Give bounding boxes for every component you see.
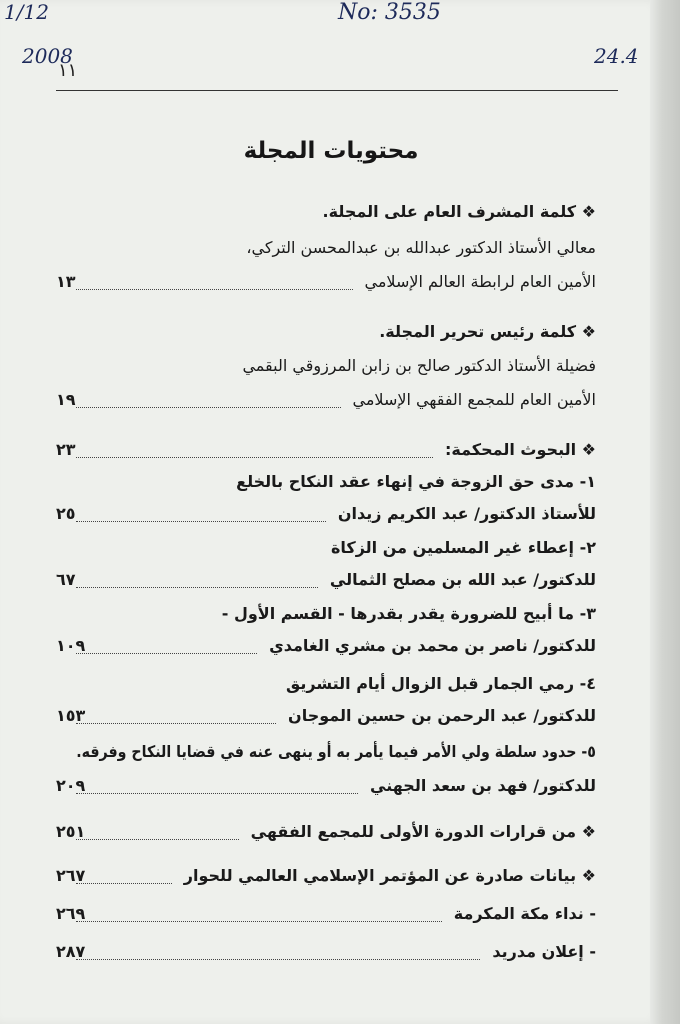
toc-entry: [56, 862, 596, 892]
toc-dot-leader: [76, 959, 480, 960]
toc-entry: [56, 818, 596, 848]
handwritten-top-right: 24.4: [594, 44, 639, 68]
handwritten-ref-number: No: 3535: [338, 0, 441, 25]
toc-entry: [56, 938, 596, 968]
toc-dot-leader: [76, 793, 358, 794]
toc-entry-text: - إعلان مدريد: [492, 942, 596, 961]
toc-entry-text: ❖ كلمة المشرف العام على المجلة.: [322, 202, 596, 221]
toc-dot-leader: [76, 921, 442, 922]
toc-page-number: ٢٥: [56, 504, 76, 523]
toc-entry-text: - نداء مكة المكرمة: [453, 904, 596, 923]
toc-entry-text: ١- مدى حق الزوجة في إنهاء عقد النكاح بالخلع: [236, 472, 596, 491]
toc-entry: [76, 738, 596, 768]
toc-page-number: ١٠٩: [56, 636, 86, 655]
toc-entry-text: ٣- ما أبيح للضرورة يقدر بقدرها - القسم الأول -: [221, 604, 596, 623]
page-number: ١١: [58, 60, 78, 81]
toc-entry-text: ٢- إعطاء غير المسلمين من الزكاة: [330, 538, 596, 557]
toc-entry-text: للدكتور/ عبد الله بن مصلح الثمالي: [329, 570, 596, 589]
toc-entry-text: ❖ كلمة رئيس تحرير المجلة.: [379, 322, 596, 341]
handwritten-year: 2008: [22, 44, 73, 68]
toc-dot-leader: [76, 723, 276, 724]
toc-entry: [76, 234, 596, 264]
toc-entry: [76, 468, 596, 498]
toc-page-number: ٢٣: [56, 440, 76, 459]
toc-entry: [76, 534, 596, 564]
toc-page-number: ١٣: [56, 272, 76, 291]
header-rule: [56, 90, 618, 91]
toc-entry: [76, 318, 596, 348]
toc-page-number: ١٥٣: [56, 706, 86, 725]
toc-entry-text: معالي الأستاذ الدكتور عبدالله بن عبدالمحسن التركي،: [246, 238, 596, 257]
toc-dot-leader: [76, 653, 257, 654]
toc-entry: [56, 386, 596, 416]
page-title: محتويات المجلة: [243, 138, 419, 164]
toc-entry-text: الأمين العام للمجمع الفقهي الإسلامي: [352, 390, 596, 409]
toc-dot-leader: [76, 457, 433, 458]
toc-page-number: ٢٥١: [56, 822, 86, 841]
toc-entry: [56, 500, 596, 530]
handwritten-fraction: 1/12: [4, 0, 49, 24]
toc-entry: [56, 436, 596, 466]
toc-entry: [76, 600, 596, 630]
toc-entry-text: ❖ بيانات صادرة عن المؤتمر الإسلامي العالمي للحوار: [183, 866, 596, 885]
toc-page-number: ٦٧: [56, 570, 76, 589]
toc-entry: [56, 632, 596, 662]
toc-dot-leader: [76, 587, 318, 588]
toc-entry-text: للدكتور/ ناصر بن محمد بن مشري الغامدي: [269, 636, 596, 655]
toc-entry: [76, 670, 596, 700]
toc-page-number: ١٩: [56, 390, 76, 409]
toc-entry-text: الأمين العام لرابطة العالم الإسلامي: [364, 272, 596, 291]
toc-entry-text: ❖ البحوث المحكمة:: [444, 440, 596, 459]
toc-dot-leader: [76, 407, 341, 408]
toc-entry-text: فضيلة الأستاذ الدكتور صالح بن زابن المرزوقي البقمي: [242, 356, 596, 375]
toc-entry: [76, 352, 596, 382]
toc-entry-text: ٥- حدود سلطة ولي الأمر فيما يأمر به أو ينهى عنه في قضايا النكاح وفرقه.: [76, 742, 596, 761]
toc-entry: [76, 198, 596, 228]
toc-page-number: ٢٨٧: [56, 942, 86, 961]
toc-entry: [56, 900, 596, 930]
toc-page-number: ٢٠٩: [56, 776, 86, 795]
toc-dot-leader: [76, 839, 239, 840]
toc-dot-leader: [76, 521, 326, 522]
toc-dot-leader: [76, 289, 353, 290]
toc-entry: [56, 772, 596, 802]
toc-page-number: ٢٦٩: [56, 904, 86, 923]
toc-entry-text: ❖ من قرارات الدورة الأولى للمجمع الفقهي: [250, 822, 596, 841]
toc-page-number: ٢٦٧: [56, 866, 86, 885]
toc-entry-text: للدكتور/ عبد الرحمن بن حسين الموجان: [288, 706, 596, 725]
toc-entry-text: للدكتور/ فهد بن سعد الجهني: [370, 776, 596, 795]
toc-entry-text: ٤- رمي الجمار قبل الزوال أيام التشريق: [285, 674, 596, 693]
toc-dot-leader: [76, 883, 172, 884]
toc-entry: [56, 566, 596, 596]
toc-entry-text: للأستاذ الدكتور/ عبد الكريم زيدان: [337, 504, 596, 523]
toc-entry: [56, 268, 596, 298]
toc-entry: [56, 702, 596, 732]
